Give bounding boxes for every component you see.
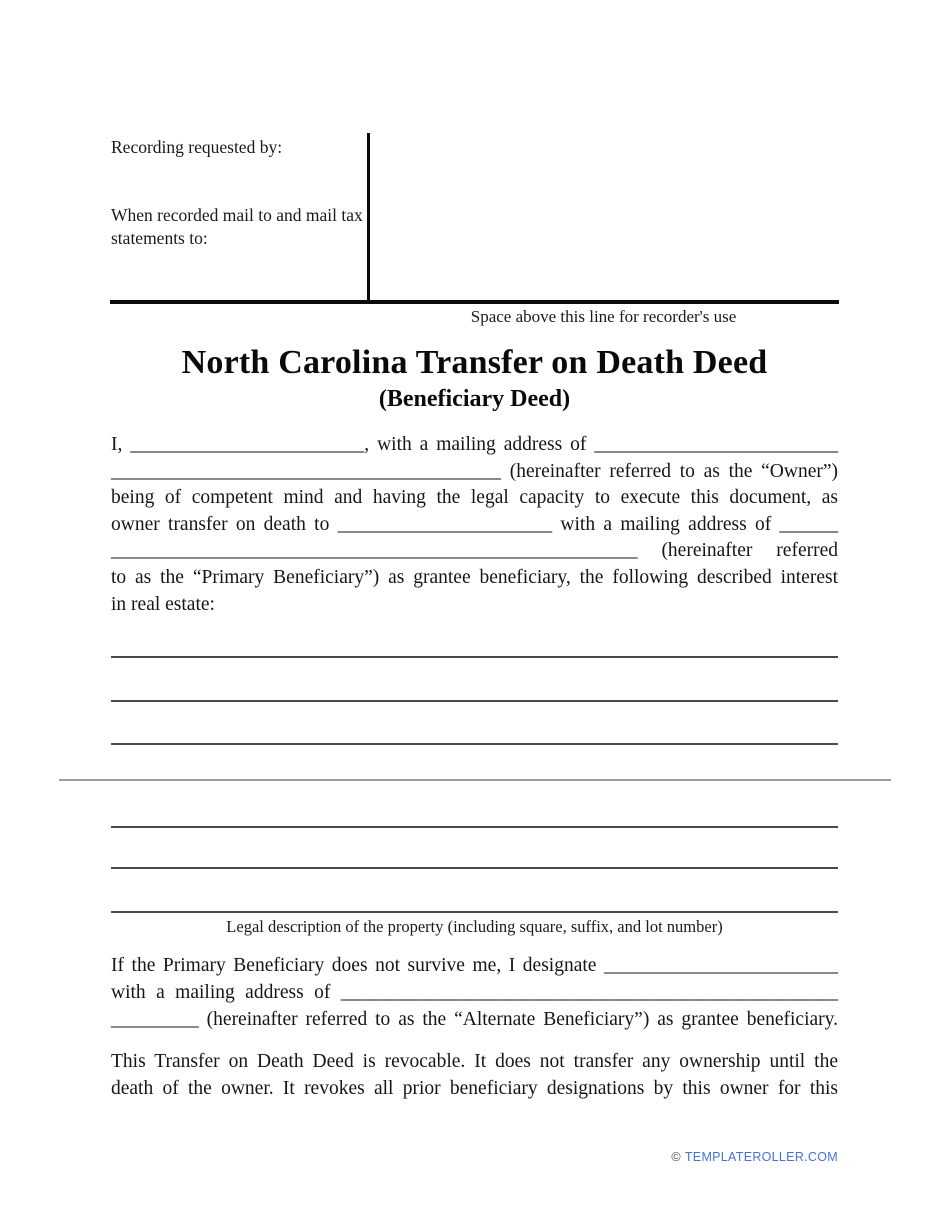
document-title: North Carolina Transfer on Death Deed bbox=[181, 344, 768, 381]
para3-line: This Transfer on Death Deed is revocable. It does not transfer any ownership until the bbox=[111, 1051, 838, 1072]
mail-statements-to-label: When recorded mail to and mail tax statements to: bbox=[111, 205, 363, 248]
legal-description-blank-line bbox=[111, 826, 838, 828]
footer bbox=[671, 1149, 838, 1165]
legal-description-blank-line bbox=[111, 867, 838, 869]
para1-line: I, ________________________, with a mailing address of _________________________ bbox=[111, 434, 838, 455]
para1-line: ______________________________________________________ (hereinafter referred bbox=[111, 540, 838, 562]
para2-line: _________ (hereinafter referred to as the “Alternate Beneficiary”) as grantee beneficiary. bbox=[111, 1009, 838, 1030]
para1-line: to as the “Primary Beneficiary”) as grantee beneficiary, the following described interest bbox=[111, 566, 838, 588]
space-above-line-note: Space above this line for recorder's use bbox=[470, 307, 737, 326]
templateroller-link[interactable]: TEMPLATEROLLER.COM bbox=[684, 1150, 838, 1164]
copyright-icon: © bbox=[671, 1150, 681, 1164]
para2-line: If the Primary Beneficiary does not survive me, I designate ________________________ bbox=[111, 955, 838, 976]
para1-line: in real estate: bbox=[111, 593, 215, 615]
legal-description-blank-line bbox=[111, 743, 838, 745]
document-subtitle: (Beneficiary Deed) bbox=[378, 386, 571, 412]
owner-declaration-paragraph bbox=[111, 432, 838, 618]
legal-description-caption: Legal description of the property (including square, suffix, and lot number) bbox=[226, 917, 723, 936]
para3-line: death of the owner. It revokes all prior beneficiary designations by this owner for this bbox=[111, 1077, 838, 1099]
para1-line: owner transfer on death to ______________________ with a mailing address of ______ bbox=[111, 513, 838, 535]
legal-description-blank-line bbox=[111, 700, 838, 702]
recorder-box-vertical-rule bbox=[367, 133, 370, 302]
para2-line: with a mailing address of ___________________________________________________ bbox=[111, 982, 838, 1003]
legal-description-blank-line bbox=[111, 911, 838, 913]
recorder-box-horizontal-rule bbox=[110, 300, 839, 304]
revocability-paragraph bbox=[111, 1049, 838, 1102]
recording-requested-by-label: Recording requested by: bbox=[111, 137, 283, 157]
alternate-beneficiary-paragraph bbox=[111, 952, 838, 1033]
para1-line: ________________________________________ (hereinafter referred to as the “Owner”) bbox=[111, 460, 838, 482]
para1-line: being of competent mind and having the legal capacity to execute this document, as bbox=[111, 487, 838, 509]
page-divider bbox=[59, 779, 891, 781]
legal-description-blank-line bbox=[111, 656, 838, 658]
